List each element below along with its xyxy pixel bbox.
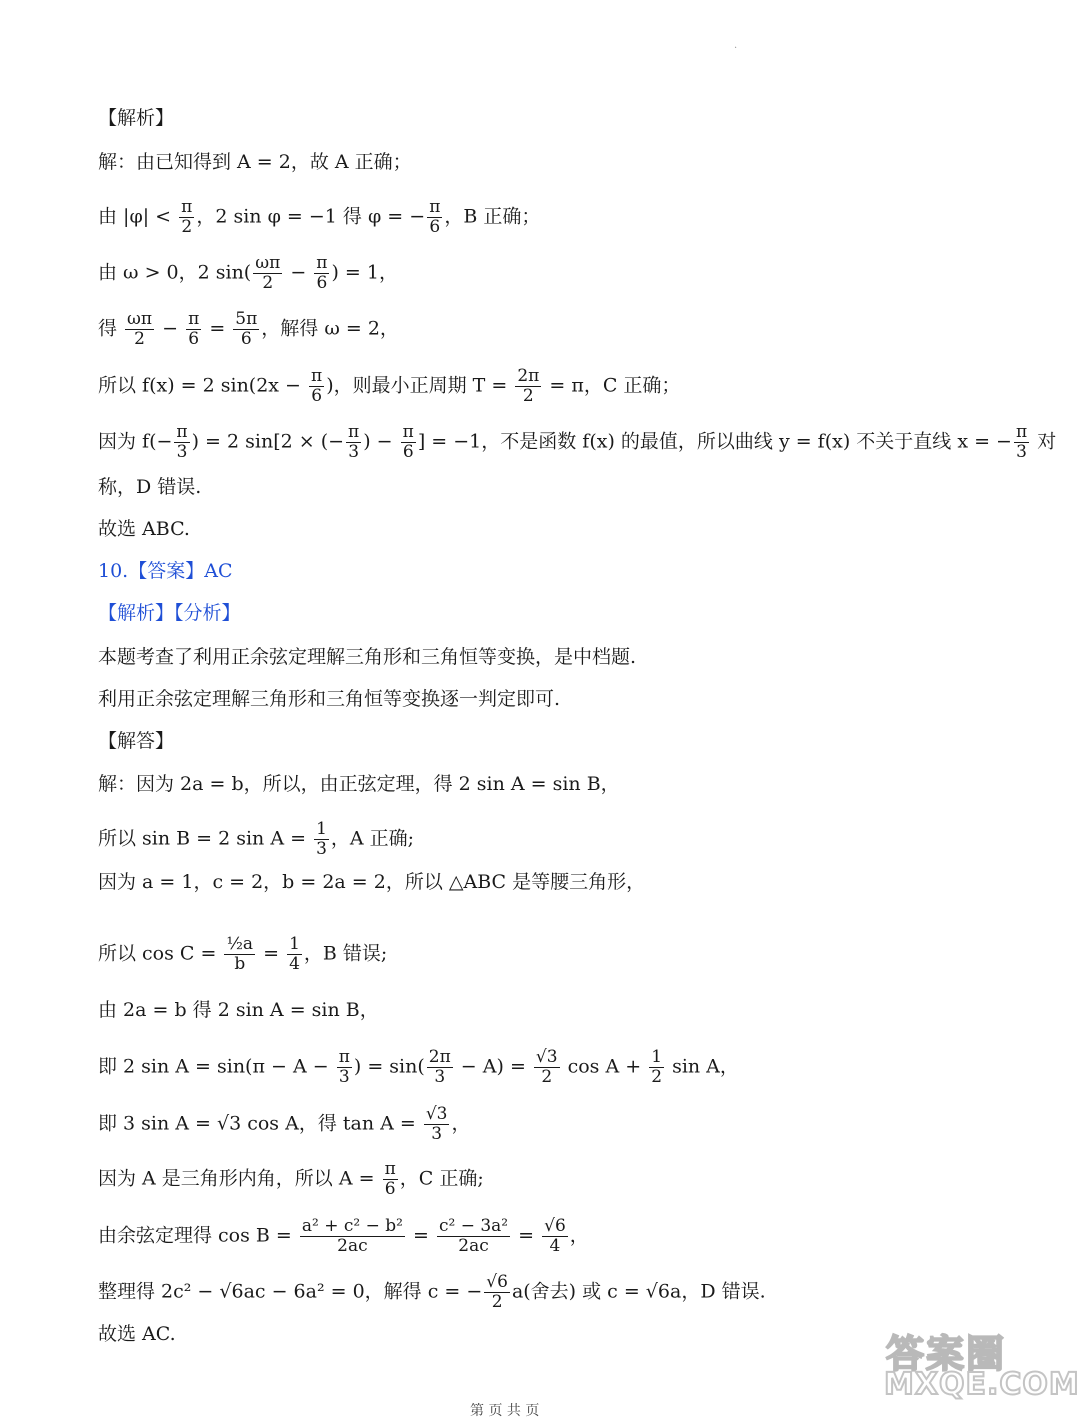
answer-line-7: 即 3 sin A = √3 cos A，得 tan A = $\frac{√3}{3}$ ， <box>98 1104 471 1144</box>
fraction-numerator: ½a <box>226 934 254 954</box>
fraction-denominator: 4 <box>289 954 300 974</box>
fraction-denominator: 2 <box>522 386 534 406</box>
fraction <box>401 423 416 462</box>
answer-line-5: 由 2a = b 得 2 sin A = sin B， <box>98 999 379 1021</box>
fraction-numerator: a² + c² − b² <box>301 1216 403 1236</box>
fraction <box>125 310 154 349</box>
page-footer: 第 页 共 页 <box>470 1403 540 1419</box>
fraction-denominator: 6 <box>240 329 252 349</box>
fraction-denominator: 2 <box>262 273 274 293</box>
fraction-numerator: π <box>188 309 200 329</box>
watermark-top: 答案圈 <box>886 1332 1007 1376</box>
fraction-numerator: √3 <box>535 1047 558 1067</box>
answer-line-8: 因为 A 是三角形内角，所以 A = $\frac{\pi}{6}$ ，C 正确; <box>98 1159 484 1199</box>
solution-line-4: 得 $\frac{\omega\pi}{2}$ − $\frac{\pi}{6}$ = $\frac{5\pi}{6}$ ，解得 ω = 2， <box>98 309 399 349</box>
fraction-denominator: 6 <box>188 329 200 349</box>
fraction <box>427 198 442 237</box>
analysis-heading: 【解析】 <box>98 107 175 129</box>
fraction-denominator: 6 <box>311 386 323 406</box>
fraction <box>534 1048 560 1087</box>
page-dot: . <box>734 40 738 51</box>
answer-line-4: 所以 cos C = $\frac{\text{½a}}{b}$ = $\frac{1}{4}$ ，B 错误; <box>98 934 388 974</box>
answer-line-2: 所以 sin B = 2 sin A = $\frac{1}{3}$ ，A 正确; <box>98 819 415 859</box>
fraction-denominator: 3 <box>316 839 327 859</box>
fraction <box>424 1105 450 1144</box>
fraction-denominator: 3 <box>431 1124 443 1144</box>
solution-line-5: 所以 f(x) = 2 sin(2x − $\frac{\pi}{6}$ )，则最小正周期 T = $\frac{2\pi}{2}$ = π，C 正确； <box>98 366 681 406</box>
analysis-subheading: 【解析】【分析】 <box>98 602 241 624</box>
fraction-denominator: 6 <box>402 442 414 462</box>
watermark-bottom: MXQE.COM <box>884 1367 1080 1402</box>
fraction-denominator: 2 <box>134 329 145 349</box>
fraction-denominator: 6 <box>429 217 441 237</box>
analysis-text-2: 利用正余弦定理解三角形和三角恒等变换逐一判定即可. <box>98 688 561 710</box>
fraction-denominator: 6 <box>316 273 328 293</box>
fraction-denominator: 3 <box>338 1067 350 1087</box>
fraction <box>383 1160 398 1199</box>
fraction <box>515 367 541 406</box>
answer-line-6: 即 2 sin A = sin(π − A − $\frac{\pi}{3}$ ) = sin( $\frac{2\pi}{3}$ − A) = $\frac{√3}{2}$ cos A + $\frac{1}{2}$ sin A， <box>98 1047 739 1087</box>
answer-line-10: 整理得 2c² − √6ac − 6a² = 0，解得 c = − $\frac{√6}{2}$ a(舍去) 或 c = √6a，D 错误. <box>98 1272 766 1312</box>
fraction-numerator: 1 <box>651 1047 663 1067</box>
fraction <box>253 254 282 293</box>
fraction-numerator: π <box>348 422 360 442</box>
answer-line-9: 由余弦定理得 cos B = $\frac{\text{a² + c² − b²}}{2ac}$ = $\frac{\text{c² − 3a²}}{2ac}$ = $\frac{√6}{4}$ ， <box>98 1216 589 1256</box>
fraction-numerator: π <box>176 422 188 442</box>
answer-heading: 【解答】 <box>98 730 175 752</box>
fraction-numerator: √3 <box>425 1104 448 1124</box>
fraction-numerator: π <box>316 253 328 273</box>
conclusion-9: 故选 ABC. <box>98 518 190 540</box>
fraction <box>224 935 255 974</box>
fraction-denominator: 6 <box>384 1179 396 1199</box>
fraction <box>174 423 189 462</box>
fraction <box>346 423 361 462</box>
fraction <box>314 820 329 859</box>
fraction-numerator: ωπ <box>255 253 281 273</box>
fraction-denominator: 2ac <box>337 1236 368 1256</box>
conclusion-10: 故选 AC. <box>98 1323 176 1345</box>
fraction-numerator: π <box>181 197 193 217</box>
fraction-numerator: c² − 3a² <box>438 1216 509 1236</box>
fraction <box>233 310 259 349</box>
fraction-numerator: 5π <box>235 309 258 329</box>
fraction-denominator: 4 <box>549 1236 561 1256</box>
fraction-numerator: √6 <box>544 1216 566 1236</box>
analysis-text-1: 本题考查了利用正余弦定理解三角形和三角恒等变换，是中档题. <box>98 646 637 668</box>
solution-line-1: 解：由已知得到 A = 2，故 A 正确； <box>98 151 412 173</box>
fraction-denominator: 3 <box>1016 442 1027 462</box>
fraction <box>1014 423 1029 462</box>
fraction-denominator: b <box>234 954 246 974</box>
fraction-numerator: π <box>384 1159 396 1179</box>
fraction <box>179 198 194 237</box>
fraction-denominator: 3 <box>434 1067 446 1087</box>
fraction-denominator: 2 <box>651 1067 663 1087</box>
solution-line-6: 因为 f(− $\frac{\pi}{3}$ ) = 2 sin[2 × (− $\frac{\pi}{3}$ ) − $\frac{\pi}{6}$ ] = −1，不是函数 f(x) 的最值，所以曲线 y = f(x) 不关于直线 x = − $\frac{\pi}{3}$ 对 <box>98 422 1057 462</box>
solution-line-3: 由 ω > 0，2 sin( $\frac{\omega\pi}{2}$ − $\frac{\pi}{6}$ ) = 1， <box>98 253 398 293</box>
solution-line-7: 称，D 错误. <box>98 476 202 498</box>
fraction <box>337 1048 352 1087</box>
fraction-numerator: π <box>311 366 323 386</box>
fraction-numerator: √6 <box>486 1272 508 1292</box>
fraction <box>542 1217 568 1256</box>
fraction <box>314 254 329 293</box>
fraction-numerator: 2π <box>428 1047 451 1067</box>
fraction-denominator: 3 <box>348 442 360 462</box>
fraction-denominator: 2 <box>541 1067 553 1087</box>
fraction <box>484 1273 510 1312</box>
fraction <box>427 1048 453 1087</box>
fraction <box>649 1048 664 1087</box>
fraction-numerator: π <box>402 422 414 442</box>
fraction <box>437 1217 510 1256</box>
fraction-numerator: π <box>429 197 441 217</box>
fraction-numerator: π <box>338 1047 350 1067</box>
answer-10: 10.【答案】AC <box>98 560 233 582</box>
fraction <box>186 310 201 349</box>
fraction <box>287 935 302 974</box>
fraction-numerator: 1 <box>316 819 327 839</box>
fraction <box>309 367 324 406</box>
solution-line-2: 由 |φ| < $\frac{\pi}{2}$ ，2 sin φ = −1 得 φ = − $\frac{\pi}{6}$ ，B 正确； <box>98 197 541 237</box>
answer-line-3: 因为 a = 1，c = 2，b = 2a = 2，所以 △ABC 是等腰三角形， <box>98 871 646 893</box>
answer-line-1: 解：因为 2a = b，所以，由正弦定理，得 2 sin A = sin B， <box>98 773 620 795</box>
fraction-denominator: 3 <box>176 442 188 462</box>
fraction <box>300 1217 405 1256</box>
fraction-numerator: ωπ <box>127 309 153 329</box>
fraction-numerator: 1 <box>289 934 300 954</box>
fraction-numerator: π <box>1015 422 1028 442</box>
watermark-logo <box>878 1323 1080 1403</box>
fraction-denominator: 2ac <box>458 1236 489 1256</box>
fraction-denominator: 2 <box>181 217 193 237</box>
fraction-numerator: 2π <box>517 366 540 386</box>
fraction-denominator: 2 <box>491 1292 503 1312</box>
